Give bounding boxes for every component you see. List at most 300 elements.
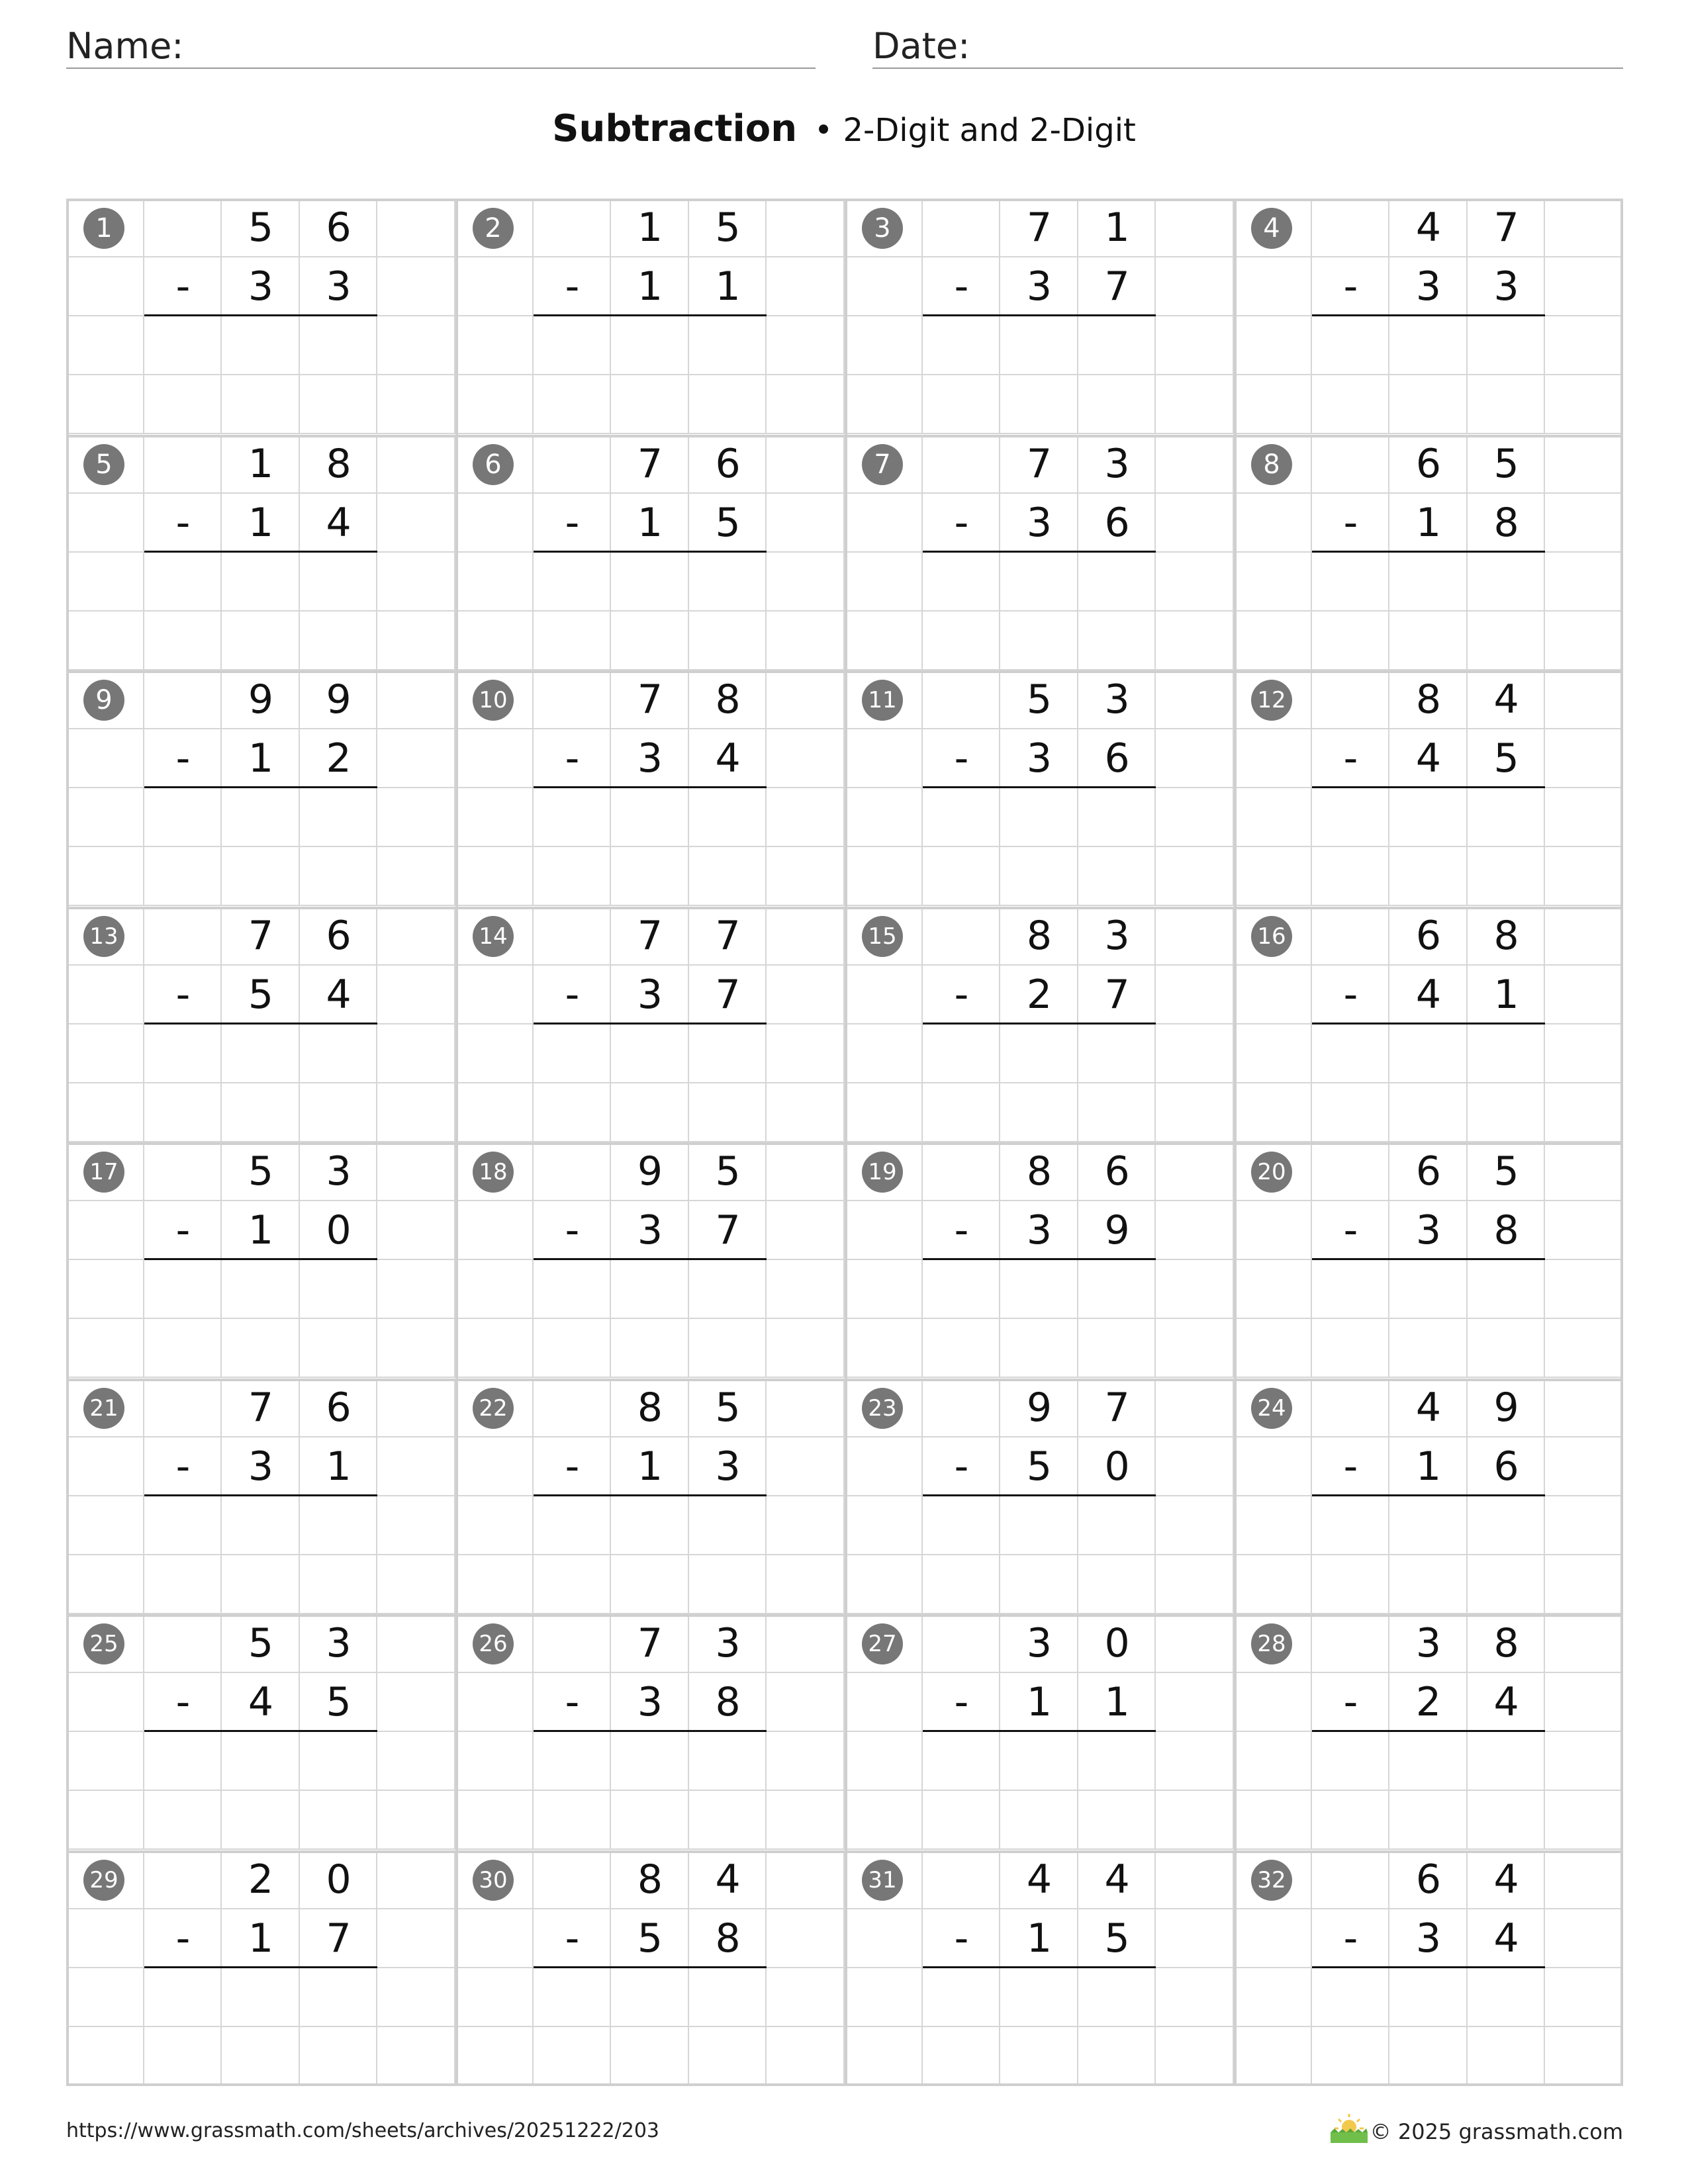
answer-cell[interactable] [1389,1083,1468,1142]
answer-cell[interactable] [1468,375,1546,434]
problem-3 [845,199,1234,435]
grid-cell [534,907,612,966]
grid-cell [1545,375,1623,434]
answer-cell[interactable] [144,1555,222,1614]
answer-cell[interactable] [689,1319,767,1378]
answer-cell[interactable] [923,2027,1001,2086]
answer-cell[interactable] [611,1496,689,1555]
answer-cell[interactable] [923,1024,1001,1083]
answer-line [144,786,378,788]
answer-cell[interactable] [1389,1319,1468,1378]
answer-cell[interactable] [689,375,767,434]
answer-cell[interactable] [1468,612,1546,670]
answer-cell[interactable] [1468,2027,1546,2086]
grid-cell [1156,1201,1234,1260]
answer-cell[interactable] [923,788,1001,847]
answer-cell[interactable] [611,788,689,847]
footer-url: https://www.grassmath.com/sheets/archives/20251222/203 [66,2119,660,2142]
answer-cell[interactable] [923,1319,1001,1378]
grid-cell [1156,847,1234,906]
answer-cell[interactable] [611,1791,689,1850]
answer-cell[interactable] [689,1791,767,1850]
minuend-tens-digit: 1 [248,440,274,487]
problem-5 [66,435,455,671]
answer-cell[interactable] [1078,1732,1156,1791]
answer-cell[interactable] [1389,375,1468,434]
problem-13 [66,907,455,1143]
answer-cell[interactable] [1312,847,1390,906]
grid-cell [1156,1319,1234,1378]
answer-cell[interactable] [300,1732,378,1791]
answer-cell[interactable] [611,1968,689,2027]
answer-cell[interactable] [144,553,222,612]
answer-cell[interactable] [1389,553,1468,612]
minuend-ones-digit: 6 [326,1384,352,1431]
answer-cell[interactable] [1468,1555,1546,1614]
answer-cell[interactable] [923,375,1001,434]
subtrahend-tens-digit: 2 [1026,971,1053,1018]
answer-cell[interactable] [144,1968,222,2027]
answer-cell[interactable] [1078,1791,1156,1850]
answer-cell[interactable] [1389,1555,1468,1614]
grid-cell [1156,316,1234,375]
answer-cell[interactable] [534,1968,612,2027]
answer-cell[interactable] [923,1968,1001,2027]
answer-cell[interactable] [689,553,767,612]
answer-cell[interactable] [689,612,767,670]
answer-cell[interactable] [222,1968,300,2027]
answer-cell[interactable] [1078,1555,1156,1614]
answer-cell[interactable] [923,1083,1001,1142]
grid-cell [1156,1024,1234,1083]
answer-cell[interactable] [923,1555,1001,1614]
answer-cell[interactable] [611,316,689,375]
grid-cell [767,435,845,494]
answer-line [534,314,767,316]
subtrahend-ones-digit: 1 [1493,971,1519,1018]
answer-cell[interactable] [1000,612,1078,670]
answer-cell[interactable] [1468,1260,1546,1319]
answer-cell[interactable] [222,2027,300,2086]
answer-cell[interactable] [1000,788,1078,847]
answer-cell[interactable] [1000,1791,1078,1850]
answer-cell[interactable] [300,1260,378,1319]
answer-cell[interactable] [1000,1024,1078,1083]
answer-cell[interactable] [222,1319,300,1378]
answer-cell[interactable] [689,1260,767,1319]
grid-cell [1156,1437,1234,1496]
answer-cell[interactable] [1468,1319,1546,1378]
answer-line [923,551,1156,553]
answer-cell[interactable] [300,1968,378,2027]
answer-cell[interactable] [300,788,378,847]
answer-cell[interactable] [1468,847,1546,906]
answer-cell[interactable] [1389,1968,1468,2027]
answer-cell[interactable] [534,612,612,670]
problem-number-badge: 26 [473,1623,514,1664]
problem-number-badge: 15 [862,916,903,957]
answer-cell[interactable] [300,316,378,375]
answer-cell[interactable] [222,375,300,434]
answer-cell[interactable] [1312,1555,1390,1614]
answer-cell[interactable] [923,1260,1001,1319]
grid-cell [377,907,455,966]
problem-number-badge: 5 [83,444,124,485]
answer-cell[interactable] [534,847,612,906]
answer-cell[interactable] [1312,1319,1390,1378]
answer-cell[interactable] [222,553,300,612]
answer-cell[interactable] [1389,612,1468,670]
answer-cell[interactable] [1000,1083,1078,1142]
subtrahend-ones-digit: 4 [326,971,352,1018]
answer-cell[interactable] [534,553,612,612]
subtrahend-tens-digit: 1 [248,1207,274,1253]
answer-cell[interactable] [1312,612,1390,670]
answer-cell[interactable] [1000,375,1078,434]
answer-cell[interactable] [1000,2027,1078,2086]
answer-cell[interactable] [1000,553,1078,612]
grid-cell [845,847,923,906]
answer-cell[interactable] [1078,847,1156,906]
answer-cell[interactable] [1312,1083,1390,1142]
answer-cell[interactable] [300,2027,378,2086]
grid-cell [1156,494,1234,553]
grid-cell [1234,257,1312,316]
grid-cell [1545,1496,1623,1555]
answer-cell[interactable] [1078,1496,1156,1555]
grid-cell [1156,1673,1234,1732]
answer-cell[interactable] [1389,1024,1468,1083]
answer-cell[interactable] [222,612,300,670]
answer-cell[interactable] [534,1083,612,1142]
grid-cell [377,612,455,670]
answer-cell[interactable] [1468,788,1546,847]
answer-cell[interactable] [300,553,378,612]
grid-cell [1156,1968,1234,2027]
answer-cell[interactable] [1389,1791,1468,1850]
answer-cell[interactable] [1312,1791,1390,1850]
minuend-tens-digit: 4 [1026,1856,1053,1903]
answer-cell[interactable] [300,1083,378,1142]
answer-cell[interactable] [611,375,689,434]
grid-cell [1156,612,1234,670]
answer-cell[interactable] [1389,847,1468,906]
answer-cell[interactable] [923,612,1001,670]
answer-cell[interactable] [300,375,378,434]
problem-7 [845,435,1234,671]
answer-cell[interactable] [1312,553,1390,612]
answer-cell[interactable] [689,847,767,906]
grid-cell [1156,907,1234,966]
grid-cell [767,1791,845,1850]
answer-cell[interactable] [534,1555,612,1614]
grid-cell [455,1909,534,1968]
answer-cell[interactable] [1000,1496,1078,1555]
answer-cell[interactable] [144,1791,222,1850]
subtrahend-tens-digit: 3 [1026,263,1053,310]
answer-cell[interactable] [534,788,612,847]
subtrahend-ones-digit: 7 [326,1915,352,1962]
minuend-tens-digit: 8 [1026,912,1053,959]
answer-line [144,1966,378,1968]
subtrahend-tens-digit: 3 [637,1679,663,1725]
answer-cell[interactable] [689,1496,767,1555]
answer-cell[interactable] [923,553,1001,612]
minuend-ones-digit: 7 [1493,205,1519,251]
answer-cell[interactable] [611,1732,689,1791]
answer-cell[interactable] [144,1024,222,1083]
answer-cell[interactable] [1078,1968,1156,2027]
answer-cell[interactable] [1312,788,1390,847]
answer-cell[interactable] [1468,1083,1546,1142]
grid-cell [1312,1614,1390,1673]
name-field[interactable] [66,25,816,69]
answer-cell[interactable] [222,316,300,375]
answer-cell[interactable] [1078,788,1156,847]
answer-cell[interactable] [534,1496,612,1555]
answer-cell[interactable] [1078,612,1156,670]
answer-cell[interactable] [689,1083,767,1142]
answer-cell[interactable] [689,1968,767,2027]
answer-cell[interactable] [611,2027,689,2086]
answer-cell[interactable] [689,316,767,375]
answer-cell[interactable] [300,847,378,906]
answer-cell[interactable] [1312,375,1390,434]
grid-cell [923,1142,1001,1201]
answer-cell[interactable] [611,1260,689,1319]
subtrahend-tens-digit: 1 [637,1443,663,1490]
title-main: Subtraction [552,107,798,150]
problem-number-badge: 13 [83,916,124,957]
answer-cell[interactable] [534,1732,612,1791]
answer-cell[interactable] [1312,2027,1390,2086]
answer-cell[interactable] [1312,1496,1390,1555]
minuend-ones-digit: 4 [1104,1856,1130,1903]
answer-cell[interactable] [1468,1496,1546,1555]
answer-cell[interactable] [534,316,612,375]
answer-line [1312,551,1546,553]
answer-cell[interactable] [689,2027,767,2086]
subtrahend-tens-digit: 1 [1026,1679,1053,1725]
answer-cell[interactable] [534,375,612,434]
subtrahend-tens-digit: 3 [637,1207,663,1253]
grid-cell [455,316,534,375]
grid-cell [66,847,144,906]
grid-cell [1545,1201,1623,1260]
answer-cell[interactable] [300,612,378,670]
answer-cell[interactable] [144,375,222,434]
minuend-ones-digit: 5 [715,205,741,251]
problem-9 [66,670,455,907]
answer-cell[interactable] [1312,1260,1390,1319]
answer-line [144,1023,378,1024]
answer-cell[interactable] [1389,316,1468,375]
problem-number-badge: 22 [473,1388,514,1429]
grid-cell [767,1614,845,1673]
grid-cell [1545,612,1623,670]
answer-cell[interactable] [534,2027,612,2086]
subtrahend-tens-digit: 1 [248,1915,274,1962]
answer-cell[interactable] [222,1791,300,1850]
grid-cell [767,1496,845,1555]
answer-cell[interactable] [222,1083,300,1142]
answer-cell[interactable] [611,1024,689,1083]
answer-cell[interactable] [222,1555,300,1614]
answer-cell[interactable] [1468,1791,1546,1850]
answer-line [923,786,1156,788]
grid-cell [377,1083,455,1142]
minus-sign: - [954,1207,969,1253]
answer-cell[interactable] [1468,553,1546,612]
grid-cell [455,1732,534,1791]
grid-cell [845,375,923,434]
answer-cell[interactable] [1468,1732,1546,1791]
answer-cell[interactable] [222,1024,300,1083]
answer-cell[interactable] [1312,1024,1390,1083]
answer-cell[interactable] [144,612,222,670]
answer-cell[interactable] [222,788,300,847]
answer-cell[interactable] [611,1555,689,1614]
answer-cell[interactable] [1078,553,1156,612]
answer-cell[interactable] [689,1024,767,1083]
answer-cell[interactable] [689,1555,767,1614]
answer-cell[interactable] [222,1260,300,1319]
answer-cell[interactable] [1000,1968,1078,2027]
answer-cell[interactable] [923,847,1001,906]
grid-cell [455,729,534,788]
answer-line [923,314,1156,316]
answer-cell[interactable] [144,1496,222,1555]
answer-cell[interactable] [144,1260,222,1319]
answer-cell[interactable] [689,1732,767,1791]
minuend-tens-digit: 7 [637,676,663,723]
answer-cell[interactable] [222,1732,300,1791]
minus-sign: - [565,499,580,546]
subtrahend-tens-digit: 1 [1415,1443,1442,1490]
subtrahend-ones-digit: 0 [1104,1443,1130,1490]
answer-cell[interactable] [1389,1496,1468,1555]
grid-cell [845,1555,923,1614]
grid-cell [1545,1791,1623,1850]
answer-cell[interactable] [534,1260,612,1319]
answer-cell[interactable] [1000,316,1078,375]
minuend-tens-digit: 7 [248,1384,274,1431]
answer-cell[interactable] [1312,1968,1390,2027]
answer-cell[interactable] [534,1791,612,1850]
problem-1 [66,199,455,435]
answer-cell[interactable] [1389,1260,1468,1319]
answer-cell[interactable] [923,1791,1001,1850]
grid-cell [767,788,845,847]
answer-cell[interactable] [222,1496,300,1555]
answer-cell[interactable] [300,1496,378,1555]
answer-cell[interactable] [300,1319,378,1378]
answer-cell[interactable] [1078,1260,1156,1319]
grid-cell [455,375,534,434]
problem-31 [845,1850,1234,2087]
problem-21 [66,1379,455,1615]
grid-cell [66,1673,144,1732]
grid-cell [377,257,455,316]
grid-cell [1545,553,1623,612]
answer-cell[interactable] [611,1319,689,1378]
answer-cell[interactable] [144,1319,222,1378]
subtrahend-ones-digit: 3 [715,1443,741,1490]
answer-cell[interactable] [1312,1732,1390,1791]
answer-cell[interactable] [534,1319,612,1378]
answer-cell[interactable] [1078,2027,1156,2086]
answer-cell[interactable] [1078,316,1156,375]
grid-cell [377,1142,455,1201]
answer-cell[interactable] [1389,2027,1468,2086]
answer-cell[interactable] [1389,1732,1468,1791]
answer-cell[interactable] [923,316,1001,375]
answer-cell[interactable] [1468,1968,1546,2027]
answer-cell[interactable] [300,1024,378,1083]
answer-cell[interactable] [1000,847,1078,906]
answer-cell[interactable] [611,847,689,906]
answer-cell[interactable] [300,1791,378,1850]
answer-cell[interactable] [1000,1260,1078,1319]
problem-number-badge: 18 [473,1152,514,1193]
grid-cell [455,494,534,553]
minuend-tens-digit: 7 [637,1620,663,1666]
answer-cell[interactable] [222,847,300,906]
answer-cell[interactable] [144,316,222,375]
answer-cell[interactable] [144,788,222,847]
answer-cell[interactable] [144,847,222,906]
answer-cell[interactable] [923,1732,1001,1791]
answer-cell[interactable] [1468,316,1546,375]
answer-cell[interactable] [1468,1024,1546,1083]
subtrahend-tens-digit: 1 [248,499,274,546]
grid-cell [923,1850,1001,1909]
answer-cell[interactable] [1312,316,1390,375]
problem-number-badge: 30 [473,1860,514,1901]
answer-cell[interactable] [1000,1319,1078,1378]
answer-cell[interactable] [1078,1319,1156,1378]
problem-number-badge: 3 [862,208,903,249]
answer-cell[interactable] [1000,1555,1078,1614]
answer-cell[interactable] [1078,1024,1156,1083]
subtrahend-ones-digit: 1 [715,263,741,310]
answer-cell[interactable] [1000,1732,1078,1791]
answer-cell[interactable] [923,1496,1001,1555]
subtrahend-ones-digit: 0 [326,1207,352,1253]
grid-cell [1545,435,1623,494]
answer-cell[interactable] [144,1083,222,1142]
grid-cell [144,435,222,494]
answer-cell[interactable] [144,1732,222,1791]
grid-cell [66,1909,144,1968]
answer-cell[interactable] [300,1555,378,1614]
answer-cell[interactable] [611,553,689,612]
answer-cell[interactable] [144,2027,222,2086]
answer-cell[interactable] [1078,1083,1156,1142]
date-field[interactable] [872,25,1623,69]
answer-cell[interactable] [611,612,689,670]
minuend-ones-digit: 3 [1104,912,1130,959]
answer-cell[interactable] [534,1024,612,1083]
grid-cell [144,1379,222,1437]
answer-cell[interactable] [689,788,767,847]
minuend-tens-digit: 8 [637,1384,663,1431]
answer-cell[interactable] [1078,375,1156,434]
minuend-tens-digit: 5 [248,205,274,251]
answer-cell[interactable] [611,1083,689,1142]
answer-cell[interactable] [1389,788,1468,847]
minus-sign: - [565,263,580,310]
